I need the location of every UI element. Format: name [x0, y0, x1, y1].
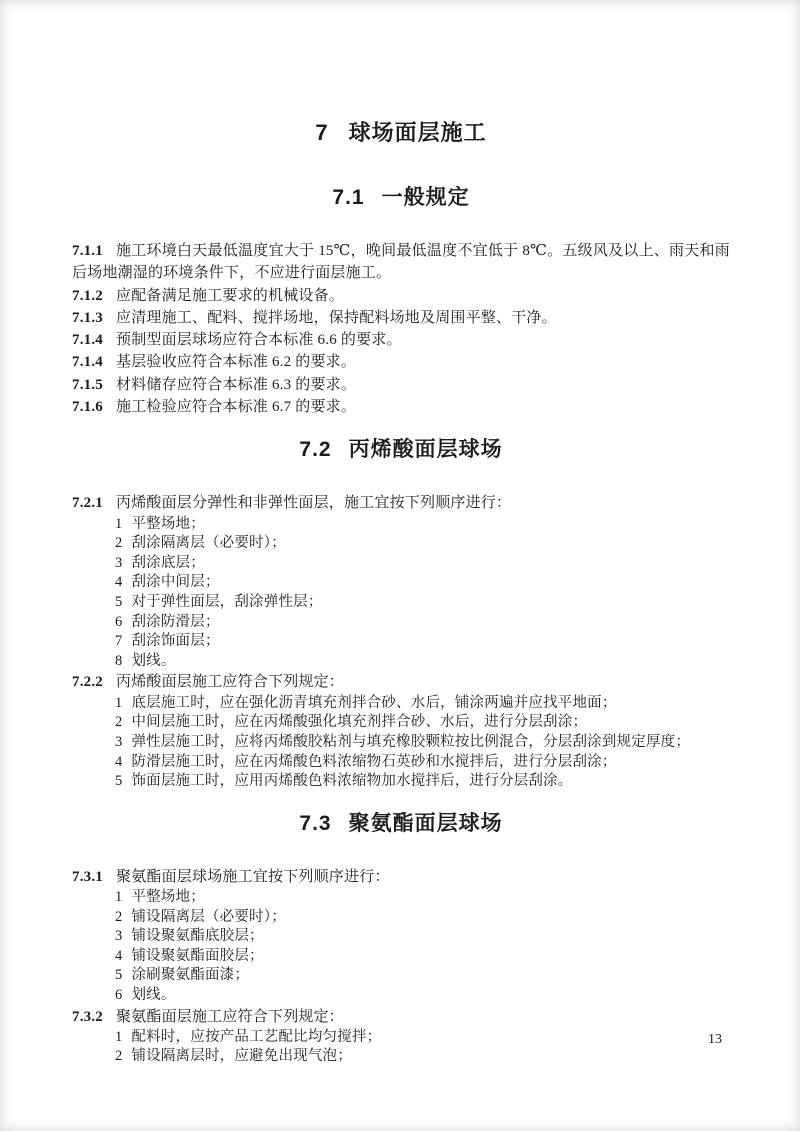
clause-number: 7.3.2 [72, 1008, 103, 1025]
clause-text: 丙烯酸面层分弹性和非弹性面层，施工宜按下列顺序进行： [116, 495, 512, 512]
clause [72, 396, 730, 418]
clause-item [72, 908, 730, 928]
item-text: 平整场地； [131, 515, 205, 532]
section-heading [72, 812, 730, 836]
item-text: 涂刷聚氨酯面漆； [131, 967, 250, 984]
page-number: 13 [708, 1032, 722, 1047]
item-text: 划线。 [131, 986, 176, 1003]
clause [72, 307, 730, 329]
item-number: 3 [115, 733, 123, 750]
item-text: 铺设聚氨酯面胶层； [131, 947, 264, 964]
item-text: 弹性层施工时，应将丙烯酸胶粘剂与填充橡胶颗粒按比例混合，分层刮涂到规定厚度； [131, 733, 691, 750]
item-number: 5 [115, 594, 123, 611]
section-heading [72, 438, 730, 462]
item-number: 1 [115, 694, 123, 711]
clause [72, 329, 730, 351]
item-text: 平整场地； [131, 888, 205, 905]
clause-number: 7.2.1 [72, 495, 103, 512]
clause-text: 应清理施工、配料、搅拌场地，保持配料场地及周围平整、干净。 [116, 309, 557, 326]
clause-text: 丙烯酸面层施工应符合下列规定： [116, 674, 345, 691]
clause [72, 1006, 730, 1028]
item-text: 铺设隔离层（必要时）； [131, 908, 286, 925]
item-number: 2 [115, 908, 123, 925]
item-number: 6 [115, 986, 123, 1003]
clause-number: 7.2.2 [72, 674, 103, 691]
clause-item [72, 772, 730, 792]
clause-text: 材料储存应符合本标准 6.3 的要求。 [116, 376, 357, 393]
clause-item [72, 966, 730, 986]
clause [72, 671, 730, 693]
clause-item [72, 593, 730, 613]
item-number: 7 [115, 633, 123, 650]
item-number: 4 [115, 574, 123, 591]
item-number: 5 [115, 773, 123, 790]
clause-item [72, 888, 730, 908]
item-text: 中间层施工时，应在丙烯酸强化填充剂拌合砂、水后，进行分层刮涂； [131, 714, 588, 731]
clause [72, 240, 730, 285]
sections-container [72, 186, 730, 1067]
item-text: 底层施工时，应在强化沥青填充剂拌合砂、水后，铺涂两遍并应找平地面； [131, 694, 617, 711]
clause-item [72, 713, 730, 733]
clause-item [72, 947, 730, 967]
item-number: 4 [115, 753, 123, 770]
clause-item [72, 613, 730, 633]
clause-number: 7.1.2 [72, 287, 103, 304]
clause-text: 预制型面层球场应符合本标准 6.6 的要求。 [116, 332, 402, 349]
clause-item [72, 694, 730, 714]
item-text: 对于弹性面层，刮涂弹性层； [131, 594, 323, 611]
item-number: 3 [115, 928, 123, 945]
section-number: 7.3 [299, 811, 332, 835]
clause [72, 492, 730, 514]
section-number: 7.2 [299, 438, 332, 462]
item-number: 5 [115, 967, 123, 984]
clause-text: 施工环境白天最低温度宜大于 15℃，晚间最低温度不宜低于 8℃。五级风及以上、雨天和雨后场地潮湿的环境条件下，不应进行面层施工。 [72, 243, 730, 282]
clause-item [72, 632, 730, 652]
item-number: 3 [115, 554, 123, 571]
item-number: 1 [115, 1028, 123, 1045]
clause-item [72, 927, 730, 947]
clause-item [72, 1047, 730, 1067]
clause-item [72, 534, 730, 554]
item-text: 刮涂底层； [131, 554, 205, 571]
item-text: 配料时，应按产品工艺配比均匀搅拌； [131, 1028, 382, 1045]
section-title-text: 一般规定 [381, 186, 470, 209]
item-text: 铺设聚氨酯底胶层； [131, 928, 264, 945]
item-text: 刮涂中间层； [131, 574, 220, 591]
clause [72, 866, 730, 888]
item-number: 2 [115, 535, 123, 552]
section-title-text: 丙烯酸面层球场 [348, 438, 503, 462]
clause-number: 7.1.4 [72, 354, 103, 371]
clause-item [72, 554, 730, 574]
clause-item [72, 652, 730, 672]
item-number: 2 [115, 1048, 123, 1065]
section-7.1 [72, 186, 730, 418]
clause-item [72, 753, 730, 773]
clause-text: 基层验收应符合本标准 6.2 的要求。 [116, 354, 357, 371]
item-text: 铺设隔离层时，应避免出现气泡； [131, 1048, 352, 1065]
clause-text: 聚氨酯面层施工应符合下列规定： [116, 1008, 345, 1025]
clause [72, 285, 730, 307]
section-7.2 [72, 438, 730, 791]
clause [72, 351, 730, 373]
section-7.3 [72, 812, 730, 1067]
item-number: 1 [115, 888, 123, 905]
item-text: 刮涂防滑层； [131, 613, 220, 630]
chapter-title-text: 球场面层施工 [348, 120, 487, 145]
chapter-heading [72, 121, 730, 145]
chapter-number: 7 [315, 120, 329, 145]
clause-number: 7.1.6 [72, 399, 103, 416]
clause-item [72, 515, 730, 535]
item-number: 2 [115, 714, 123, 731]
clause-item [72, 733, 730, 753]
section-heading [72, 186, 730, 210]
item-text: 刮涂隔离层（必要时）； [131, 535, 286, 552]
clause-text: 应配备满足施工要求的机械设备。 [116, 287, 345, 304]
clause-item [72, 986, 730, 1006]
clause-number: 7.1.3 [72, 309, 103, 326]
item-text: 饰面层施工时，应用丙烯酸色料浓缩物加水搅拌后，进行分层刮涂。 [131, 773, 573, 790]
item-number: 8 [115, 652, 123, 669]
item-text: 刮涂饰面层； [131, 633, 220, 650]
clause-number: 7.3.1 [72, 868, 103, 885]
clause-text: 聚氨酯面层球场施工宜按下列顺序进行： [116, 868, 390, 885]
clause-number: 7.1.1 [72, 243, 103, 259]
clause-text: 施工检验应符合本标准 6.7 的要求。 [116, 399, 357, 416]
clause-number: 7.1.5 [72, 376, 103, 393]
clause-number: 7.1.4 [72, 332, 103, 349]
clause [72, 374, 730, 396]
clause-item [72, 1028, 730, 1048]
item-number: 4 [115, 947, 123, 964]
item-text: 防滑层施工时，应在丙烯酸色料浓缩物石英砂和水搅拌后，进行分层刮涂； [131, 753, 617, 770]
section-title-text: 聚氨酯面层球场 [348, 811, 503, 835]
clause-item [72, 573, 730, 593]
item-text: 划线。 [131, 652, 176, 669]
section-number: 7.1 [332, 186, 365, 209]
item-number: 1 [115, 515, 123, 532]
item-number: 6 [115, 613, 123, 630]
